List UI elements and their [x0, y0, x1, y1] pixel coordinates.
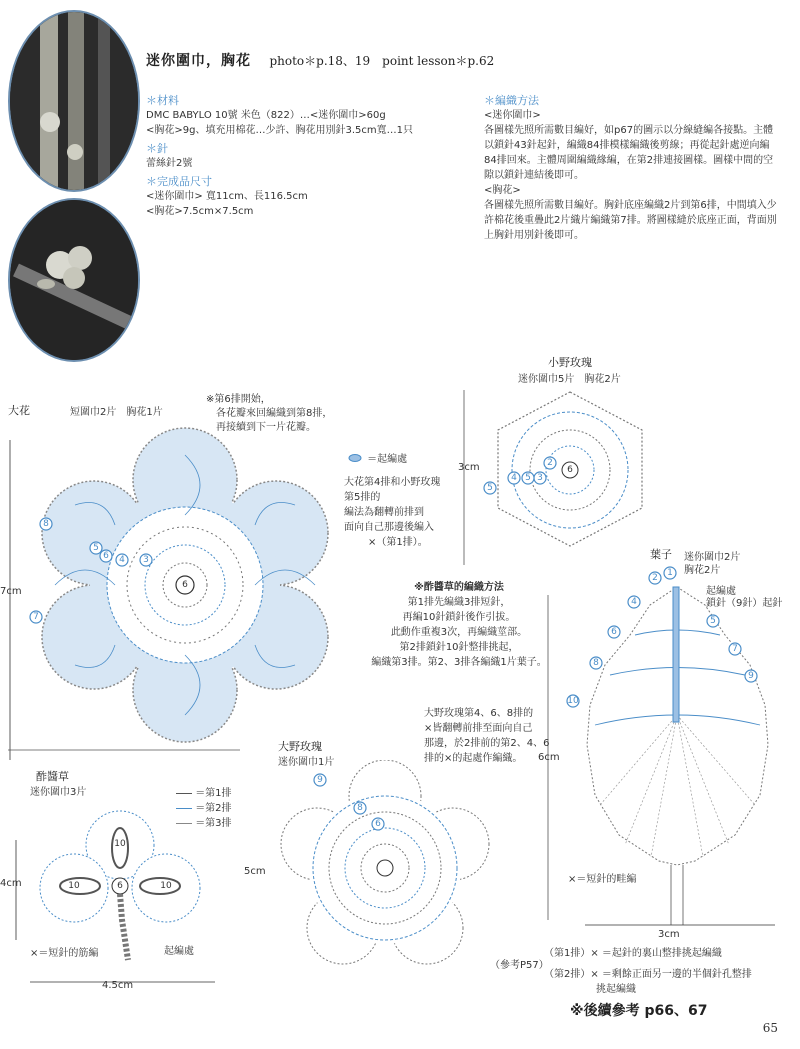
clover-method-line-5: 編織第3排。第2、3排各編織1片葉子。 — [371, 657, 547, 668]
leaf-start-chain: 鎖針（9針）起針 — [706, 598, 783, 609]
big-flower-note-3: 再接續到下一片花瓣。 — [216, 422, 316, 433]
big-rose-quantity: 迷你圍巾1片 — [278, 757, 335, 768]
clover-width-dimension: 4.5cm — [102, 980, 134, 991]
needle-line: 蕾絲針2號 — [146, 158, 193, 169]
page-title — [146, 50, 494, 70]
page-number: 65 — [762, 1021, 778, 1035]
leaf-quantity-2: 胸花2片 — [684, 565, 721, 576]
big-rose-note-line-2: ×皆翻轉前排至面向自己 — [424, 723, 533, 734]
small-rose-dimension: 3cm — [458, 462, 480, 473]
svg-text:10: 10 — [567, 696, 579, 706]
leaf-height-dimension: 6cm — [538, 752, 560, 763]
svg-text:4: 4 — [119, 555, 125, 565]
leaf-start-label: 起編處 — [706, 586, 736, 597]
svg-text:9: 9 — [748, 671, 754, 681]
svg-text:9: 9 — [317, 775, 323, 785]
back-note-line-4: 面向自己那邊後編入 — [344, 522, 434, 533]
back-note-line-5: ×（第1排）。 — [368, 537, 428, 548]
svg-text:8: 8 — [357, 803, 363, 813]
method-heading: ＊編織方法 — [484, 94, 539, 107]
svg-text:7: 7 — [33, 612, 39, 622]
leaf-quantity-1: 迷你圍巾2片 — [684, 552, 741, 563]
clover-stitch-note: ×＝短針的筋編 — [30, 948, 99, 959]
clover-method-line-3: 此動作重複3次，再編織莖部。 — [390, 627, 528, 638]
clover-height-dimension: 4cm — [0, 878, 22, 889]
clover-start-label: 起編處 — [164, 946, 194, 957]
back-note-line-3: 編法為翻轉前排到 — [344, 507, 424, 518]
big-flower-note-1: ※第6排開始， — [206, 394, 271, 405]
svg-text:2: 2 — [547, 458, 553, 468]
svg-text:8: 8 — [593, 658, 599, 668]
method-sub-brooch: <胸花> — [484, 185, 521, 196]
svg-text:5: 5 — [487, 483, 493, 493]
svg-text:6: 6 — [375, 819, 381, 829]
small-rose-title: 小野玫瑰 — [548, 356, 592, 369]
reference-block — [490, 946, 752, 997]
clover-method-note — [364, 580, 554, 670]
svg-text:3: 3 — [143, 555, 149, 565]
title-text: 迷你圍巾，胸花 — [146, 53, 251, 69]
big-flower-note-2: 各花瓣來回編織到第8排， — [216, 408, 333, 419]
back-note-line-2: 第5排的 — [344, 492, 381, 503]
size-heading: ＊完成品尺寸 — [146, 175, 212, 188]
svg-text:6: 6 — [611, 627, 617, 637]
clover-method-line-2: 再編10針鎖針後作引拔。 — [402, 612, 516, 623]
method-sub-scarf: <迷你圍巾> — [484, 110, 541, 121]
svg-text:6: 6 — [103, 551, 109, 561]
big-rose-note-line-3: 那邊，於2排前的第2、4、6 — [424, 738, 550, 749]
small-rose-chart — [480, 390, 660, 550]
leaf-legend: ×＝短針的畦編 — [568, 874, 637, 885]
clover-chart — [10, 800, 230, 985]
svg-text:5: 5 — [710, 616, 716, 626]
reference-line-1: （第1排）× ＝起針的裏山整排挑起編織 — [544, 948, 722, 959]
svg-text:6: 6 — [117, 881, 123, 891]
materials-section — [146, 92, 476, 219]
leaf-title: 葉子 — [650, 548, 672, 561]
start-legend-label: ＝起編處 — [367, 454, 408, 465]
clover-quantity: 迷你圍巾3片 — [30, 787, 87, 798]
svg-text:8: 8 — [43, 519, 49, 529]
clover-legend-row-3: ＝第3排 — [176, 816, 232, 831]
reference-line-2: （第2排）× ＝剩餘正面另一邊的半個針孔整排 — [544, 969, 752, 980]
svg-text:5: 5 — [525, 473, 531, 483]
method-section — [484, 92, 780, 243]
clover-legend-row-1: ＝第1排 — [176, 786, 232, 801]
big-flower-dimension: 7cm — [0, 586, 22, 597]
clover-method-line-1: 第1排先編織3排短針， — [407, 597, 511, 608]
clover-legend-row-2: ＝第2排 — [176, 801, 232, 816]
materials-heading: ＊材料 — [146, 94, 179, 107]
big-rose-chart — [270, 760, 490, 975]
needle-heading: ＊針 — [146, 142, 168, 155]
reference-prefix: （參考P57） — [490, 960, 549, 971]
clover-method-title: ※酢醬草的編織方法 — [414, 582, 504, 593]
big-rose-note-line-4: 排的×的起處作編織。 — [424, 753, 523, 764]
reference-line-2b: 挑起編織 — [596, 984, 636, 995]
clover-title: 酢醬草 — [36, 770, 69, 783]
materials-line-2: <胸花>9g、填充用棉花…少許、胸花用別針3.5cm寬…1只 — [146, 125, 413, 136]
continued-note: ※後續參考 p66、67 — [570, 1003, 708, 1019]
brooch-photo — [8, 198, 140, 362]
materials-line-1: DMC BABYLO 10號 米色（822）…<迷你圍巾>60g — [146, 110, 386, 121]
svg-text:6: 6 — [567, 465, 573, 475]
svg-text:2: 2 — [652, 573, 658, 583]
small-rose-quantity: 迷你圍巾5片 胸花2片 — [518, 374, 621, 385]
back-note-line-1: 大花第4排和小野玫瑰 — [344, 477, 441, 488]
big-flower-title: 大花 — [8, 404, 30, 417]
svg-text:4: 4 — [511, 473, 517, 483]
svg-text:10: 10 — [160, 881, 172, 891]
svg-text:1: 1 — [667, 568, 673, 578]
big-rose-note-line-1: 大野玫瑰第4、6、8排的 — [424, 708, 534, 719]
method-paragraph-brooch: 各圖樣先照所需數目編好。胸針底座編織2片到第6排，中間填入少許棉花後重疊此2片織片編織第7排。將圖樣縫於底座正面，背面別上胸針用別針後即可。 — [484, 200, 777, 241]
photo-reference: photo＊p.18、19 point lesson＊p.62 — [269, 54, 495, 68]
big-rose-note — [424, 706, 549, 766]
clover-method-line-4: 第2排鎖針10針整排挑起， — [399, 642, 519, 653]
leaf-chart — [555, 565, 795, 935]
leaf-width-dimension: 3cm — [658, 929, 680, 940]
big-flower-quantity: 短圍巾2片 胸花1片 — [70, 407, 163, 418]
svg-text:4: 4 — [631, 597, 637, 607]
big-rose-title: 大野玫瑰 — [278, 740, 322, 753]
size-line-2: <胸花>7.5cm×7.5cm — [146, 206, 254, 217]
method-paragraph-scarf: 各圖樣先照所需數目編好，如p67的圖示以分線縫編各接點。主體以鎖針43針起針，編織84排模樣編織後剪線；再從起針處逆向編84排回來。主體周圍編織緣編，在第2排連接圖樣。圖樣中間的空隙以鎖針連結後即可。 — [484, 125, 774, 181]
big-rose-dimension: 5cm — [244, 866, 266, 877]
svg-text:7: 7 — [732, 644, 738, 654]
scarf-photo — [8, 10, 140, 192]
svg-text:10: 10 — [68, 881, 80, 891]
svg-text:5: 5 — [93, 543, 99, 553]
size-line-1: <迷你圍巾> 寬11cm、長116.5cm — [146, 191, 308, 202]
svg-text:3: 3 — [537, 473, 543, 483]
svg-text:6: 6 — [182, 580, 188, 590]
svg-text:10: 10 — [114, 839, 126, 849]
